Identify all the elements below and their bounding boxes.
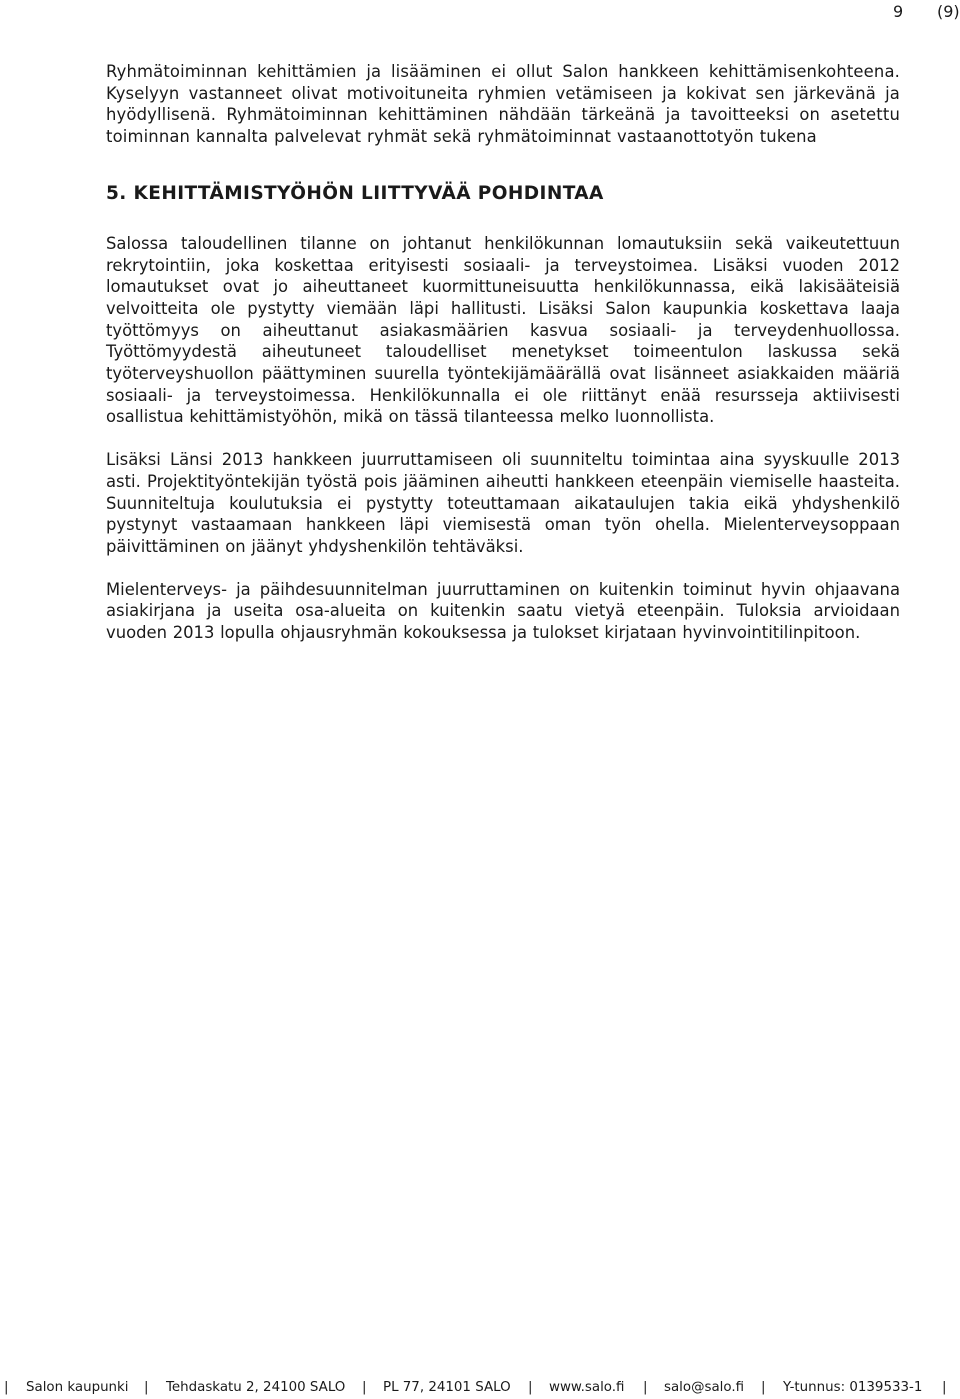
paragraph-mental-health-plan: Mielenterveys- ja päihdesuunnitelman juurruttaminen on kuitenkin toiminut hyvin ohjaavana asiakirjana ja useita osa-alueita on kuitenkin saatu vietyä eteenpäin. Tuloksia arvioidaan vuoden 2013 lopulla ohjausryhmän kokouksessa ja tulokset kirjataan hyvinvointitilinpitoon. xyxy=(106,579,900,643)
paragraph-spacer xyxy=(106,558,900,579)
paragraph-economic-situation: Salossa taloudellinen tilanne on johtanut henkilökunnan lomautuksiin sekä vaikeutettuun rekrytointiin, joka koskettaa erityisesti sosiaali- ja terveystoimea. Lisäksi vuoden 2012 lomautukset ovat jo aiheuttaneet kuormittuneisuutta henkilökunnassa, eikä lakisääteisiä velvoitteita ole pystytty viemään läpi hallitusti. Lisäksi Salon kaupunkia koskettava laaja työttömyys on aiheuttanut asiakasmäärien kasvua sosiaali- ja terveydenhuollossa. Työttömyydestä aiheutuneet taloudelliset menetykset toimeentulon laskussa sekä työterveyshuollon päättyminen suurella työntekijämäärällä ovat lisänneet asiakkaiden määriä sosiaali- ja terveystoimessa. Henkilökunnalla ei ole riittänyt enää resursseja aktiivisesti osallistua kehittämistyöhön, mikä on tässä tilanteessa melko luonnollista. xyxy=(106,233,900,427)
page-total: (9) xyxy=(937,2,960,21)
document-body xyxy=(106,61,900,644)
footer-separator: | xyxy=(761,1380,766,1395)
intro-paragraph: Ryhmätoiminnan kehittämien ja lisääminen ei ollut Salon hankkeen kehittämisenkohteena. Kyselyyn vastanneet olivat motivoituneita ryhmien vetämiseen ja kokivat sen järkevänä ja hyödyllisenä. Ryhmätoiminnan kehittäminen nähdään tärkeänä ja tavoitteeksi on asetettu toiminnan kannalta palvelevat ryhmät sekä ryhmätoiminnat vastaanottotyön tukena xyxy=(106,62,900,147)
footer-separator: | xyxy=(144,1380,149,1395)
paragraph-spacer xyxy=(106,428,900,449)
section-heading: 5. KEHITTÄMISTYÖHÖN LIITTYVÄÄ POHDINTAA xyxy=(106,182,604,204)
footer-separator: | xyxy=(643,1380,648,1395)
footer-separator: | xyxy=(528,1380,533,1395)
footer-separator: | xyxy=(942,1380,947,1395)
footer-organization: Salon kaupunki xyxy=(26,1380,129,1395)
paragraph-project-rooting: Lisäksi Länsi 2013 hankkeen juurruttamiseen oli suunniteltu toimintaa aina syyskuulle 2013 asti. Projektityöntekijän työstä pois jääminen aiheutti hankkeen eteenpäin viemiselle haasteita. Suunniteltuja koulutuksia ei pystytty toteuttamaan aikataulujen takia eikä yhdyshenkilö pystynyt vastaamaan hankkeen läpi viemisestä oman työn ohella. Mielenterveysoppaan päivittäminen on jäänyt yhdyshenkilön tehtäväksi. xyxy=(106,450,900,556)
page-number: 9 xyxy=(893,2,904,21)
footer-email-link[interactable]: salo@salo.fi xyxy=(664,1380,745,1395)
footer-separator: | xyxy=(362,1380,367,1395)
footer-website-link[interactable]: www.salo.fi xyxy=(549,1380,625,1395)
footer-business-id: Y-tunnus: 0139533-1 xyxy=(783,1380,923,1395)
footer-separator: | xyxy=(4,1380,9,1395)
footer-street-address: Tehdaskatu 2, 24100 SALO xyxy=(166,1380,346,1395)
footer-po-box: PL 77, 24101 SALO xyxy=(383,1380,511,1395)
page-footer xyxy=(0,1378,960,1398)
